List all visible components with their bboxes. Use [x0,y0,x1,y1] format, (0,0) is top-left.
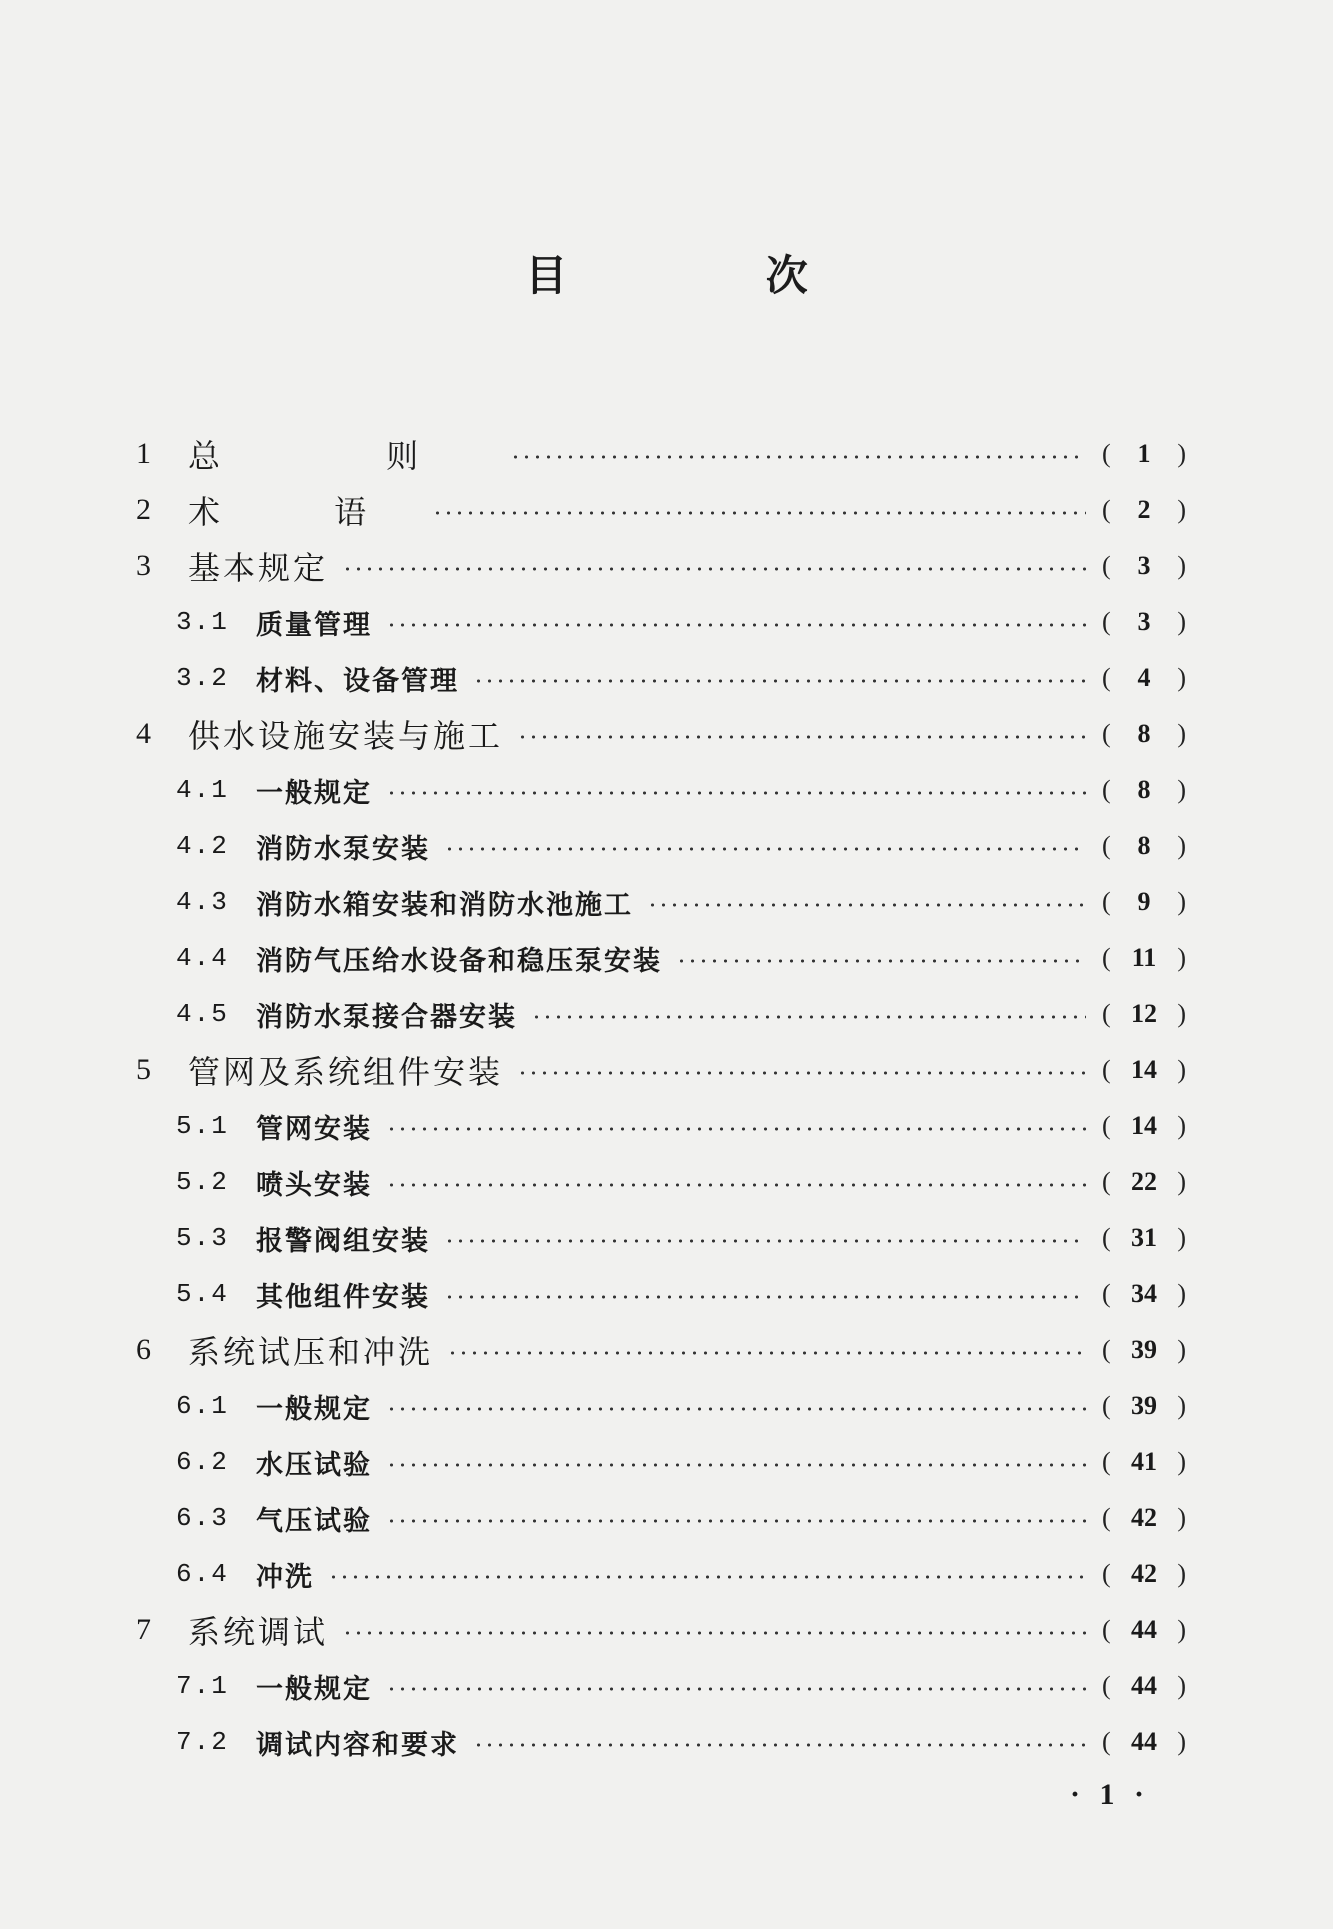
open-paren: ( [1102,607,1111,636]
close-paren: ) [1177,1615,1186,1644]
close-paren: ) [1177,999,1186,1028]
page-title: 目 次 [525,251,900,300]
toc-section-entry [136,650,1186,706]
open-paren: ( [1102,1335,1111,1364]
toc-entry-label: 质量管理 [256,609,372,641]
toc-entry-page-value: 9 [1137,887,1151,916]
dot-leader [473,1743,1086,1747]
toc-entry-number: 4.1 [176,775,229,805]
toc-entry-page-value: 44 [1131,1727,1157,1756]
open-paren: ( [1102,1671,1111,1700]
toc-entry-number: 2 [136,493,151,526]
toc-entry-page [1102,1223,1186,1253]
toc-entry-page-value: 41 [1131,1447,1157,1476]
toc-entry-page-value: 1 [1137,439,1151,468]
toc-entry-label: 消防水泵接合器安装 [256,1001,517,1033]
toc-section-entry [136,874,1186,930]
table-of-contents [136,426,1186,1770]
toc-chapter-entry [136,706,1186,762]
dot-leader [328,1575,1086,1579]
toc-entry-page-value: 3 [1137,607,1151,636]
toc-entry-page [1102,1279,1186,1309]
toc-entry-page-value: 39 [1131,1335,1157,1364]
toc-entry-number: 7 [136,1613,151,1646]
toc-entry-page [1102,1335,1186,1365]
open-paren: ( [1102,1503,1111,1532]
toc-entry-page [1102,1727,1186,1757]
open-paren: ( [1102,887,1111,916]
toc-entry-page [1102,551,1186,581]
close-paren: ) [1177,1223,1186,1252]
toc-entry-page [1102,607,1186,637]
dot-leader [386,791,1086,795]
open-paren: ( [1102,1727,1111,1756]
dot-leader [386,1687,1086,1691]
toc-entry-page [1102,1111,1186,1141]
toc-entry-label: 术 语 [188,493,419,531]
open-paren: ( [1102,1167,1111,1196]
dot-leader [447,1351,1086,1355]
dot-leader [386,1519,1086,1523]
open-paren: ( [1102,1111,1111,1140]
toc-entry-label: 喷头安装 [256,1169,372,1201]
dot-leader [444,1239,1086,1243]
toc-entry-page-value: 42 [1131,1559,1157,1588]
toc-entry-label: 消防气压给水设备和稳压泵安装 [256,945,662,977]
toc-entry-page-value: 12 [1131,999,1157,1028]
close-paren: ) [1177,943,1186,972]
toc-entry-page [1102,1615,1186,1645]
toc-entry-number: 3.2 [176,663,229,693]
close-paren: ) [1177,719,1186,748]
toc-entry-number: 7.2 [176,1727,229,1757]
toc-entry-label: 一般规定 [256,777,372,809]
toc-chapter-entry [136,1042,1186,1098]
toc-entry-page-value: 31 [1131,1223,1157,1252]
toc-entry-number: 5 [136,1053,151,1086]
close-paren: ) [1177,1055,1186,1084]
toc-chapter-entry [136,426,1186,482]
open-paren: ( [1102,1447,1111,1476]
toc-entry-label: 系统试压和冲洗 [188,1333,434,1371]
toc-entry-label: 调试内容和要求 [256,1729,459,1761]
toc-entry-page [1102,719,1186,749]
toc-entry-number: 4.2 [176,831,229,861]
dot-leader [473,679,1086,683]
toc-entry-label: 消防水泵安装 [256,833,430,865]
close-paren: ) [1177,1167,1186,1196]
toc-entry-label: 材料、设备管理 [256,665,459,697]
dot-leader [510,455,1086,459]
close-paren: ) [1177,495,1186,524]
open-paren: ( [1102,719,1111,748]
toc-entry-number: 4 [136,717,151,750]
close-paren: ) [1177,1279,1186,1308]
open-paren: ( [1102,1559,1111,1588]
toc-entry-label: 供水设施安装与施工 [188,717,504,755]
dot-leader [342,567,1086,571]
toc-entry-label: 一般规定 [256,1673,372,1705]
toc-section-entry [136,1210,1186,1266]
toc-section-entry [136,818,1186,874]
close-paren: ) [1177,1335,1186,1364]
toc-section-entry [136,1714,1186,1770]
open-paren: ( [1102,943,1111,972]
toc-entry-page [1102,495,1186,525]
dot-leader [676,959,1086,963]
toc-entry-page [1102,439,1186,469]
toc-entry-page-value: 11 [1131,943,1157,972]
toc-section-entry [136,1266,1186,1322]
toc-entry-page [1102,887,1186,917]
toc-entry-number: 3 [136,549,151,582]
toc-entry-page-value: 44 [1131,1615,1157,1644]
toc-entry-page-value: 2 [1137,495,1151,524]
toc-entry-number: 1 [136,437,151,470]
dot-leader [386,623,1086,627]
toc-entry-page [1102,775,1186,805]
open-paren: ( [1102,775,1111,804]
toc-entry-page-value: 3 [1137,551,1151,580]
dot-leader [386,1127,1086,1131]
open-paren: ( [1102,1391,1111,1420]
toc-entry-page [1102,663,1186,693]
close-paren: ) [1177,1447,1186,1476]
close-paren: ) [1177,439,1186,468]
toc-entry-label: 冲洗 [256,1561,314,1593]
toc-entry-page-value: 8 [1137,719,1151,748]
toc-entry-page-value: 8 [1137,831,1151,860]
open-paren: ( [1102,439,1111,468]
toc-entry-label: 气压试验 [256,1505,372,1537]
open-paren: ( [1102,999,1111,1028]
toc-entry-number: 5.4 [176,1279,229,1309]
toc-chapter-entry [136,538,1186,594]
toc-entry-page-value: 14 [1131,1055,1157,1084]
toc-chapter-entry [136,482,1186,538]
toc-entry-page [1102,1167,1186,1197]
toc-section-entry [136,986,1186,1042]
toc-entry-number: 7.1 [176,1671,229,1701]
toc-entry-page [1102,1671,1186,1701]
toc-chapter-entry [136,1322,1186,1378]
toc-entry-number: 3.1 [176,607,229,637]
toc-entry-number: 5.3 [176,1223,229,1253]
toc-entry-label: 基本规定 [188,549,329,587]
toc-section-entry [136,1098,1186,1154]
dot-leader [444,847,1086,851]
toc-entry-page [1102,1055,1186,1085]
open-paren: ( [1102,1223,1111,1252]
toc-section-entry [136,930,1186,986]
close-paren: ) [1177,1671,1186,1700]
toc-entry-number: 6.3 [176,1503,229,1533]
dot-leader [444,1295,1086,1299]
toc-entry-page-value: 22 [1131,1167,1157,1196]
toc-entry-page [1102,943,1186,973]
toc-entry-number: 6.1 [176,1391,229,1421]
open-paren: ( [1102,1279,1111,1308]
toc-entry-number: 5.2 [176,1167,229,1197]
toc-section-entry [136,762,1186,818]
toc-entry-number: 4.4 [176,943,229,973]
close-paren: ) [1177,1391,1186,1420]
toc-entry-page [1102,1391,1186,1421]
toc-entry-number: 4.3 [176,887,229,917]
toc-entry-number: 6.4 [176,1559,229,1589]
toc-entry-number: 5.1 [176,1111,229,1141]
toc-entry-page-value: 14 [1131,1111,1157,1140]
open-paren: ( [1102,831,1111,860]
close-paren: ) [1177,1727,1186,1756]
toc-entry-label: 其他组件安装 [256,1281,430,1313]
toc-entry-number: 6.2 [176,1447,229,1477]
toc-entry-page-value: 8 [1137,775,1151,804]
dot-leader [517,735,1086,739]
open-paren: ( [1102,495,1111,524]
close-paren: ) [1177,551,1186,580]
toc-entry-page [1102,831,1186,861]
toc-entry-label: 消防水箱安装和消防水池施工 [256,889,633,921]
toc-section-entry [136,594,1186,650]
dot-leader [517,1071,1086,1075]
toc-entry-label: 总 则 [188,437,497,475]
toc-entry-label: 系统调试 [188,1613,329,1651]
close-paren: ) [1177,663,1186,692]
open-paren: ( [1102,1615,1111,1644]
toc-entry-label: 一般规定 [256,1393,372,1425]
toc-entry-label: 管网安装 [256,1113,372,1145]
toc-entry-page-value: 34 [1131,1279,1157,1308]
close-paren: ) [1177,1503,1186,1532]
toc-entry-page [1102,1503,1186,1533]
open-paren: ( [1102,663,1111,692]
open-paren: ( [1102,551,1111,580]
toc-entry-page-value: 39 [1131,1391,1157,1420]
page-number: · 1 · [1070,1778,1151,1811]
close-paren: ) [1177,775,1186,804]
toc-entry-number: 4.5 [176,999,229,1029]
dot-leader [386,1463,1086,1467]
close-paren: ) [1177,607,1186,636]
close-paren: ) [1177,1559,1186,1588]
close-paren: ) [1177,887,1186,916]
dot-leader [386,1183,1086,1187]
toc-entry-page-value: 44 [1131,1671,1157,1700]
toc-entry-page [1102,999,1186,1029]
dot-leader [647,903,1086,907]
toc-section-entry [136,1658,1186,1714]
toc-section-entry [136,1490,1186,1546]
toc-entry-page-value: 4 [1137,663,1151,692]
toc-entry-label: 水压试验 [256,1449,372,1481]
toc-entry-label: 报警阀组安装 [256,1225,430,1257]
toc-entry-page-value: 42 [1131,1503,1157,1532]
toc-chapter-entry [136,1602,1186,1658]
toc-section-entry [136,1434,1186,1490]
toc-entry-label: 管网及系统组件安装 [188,1053,504,1091]
toc-entry-page [1102,1559,1186,1589]
close-paren: ) [1177,831,1186,860]
dot-leader [531,1015,1086,1019]
toc-entry-page [1102,1447,1186,1477]
toc-section-entry [136,1378,1186,1434]
dot-leader [386,1407,1086,1411]
dot-leader [432,511,1086,515]
toc-section-entry [136,1546,1186,1602]
toc-section-entry [136,1154,1186,1210]
dot-leader [342,1631,1086,1635]
open-paren: ( [1102,1055,1111,1084]
toc-entry-number: 6 [136,1333,151,1366]
close-paren: ) [1177,1111,1186,1140]
